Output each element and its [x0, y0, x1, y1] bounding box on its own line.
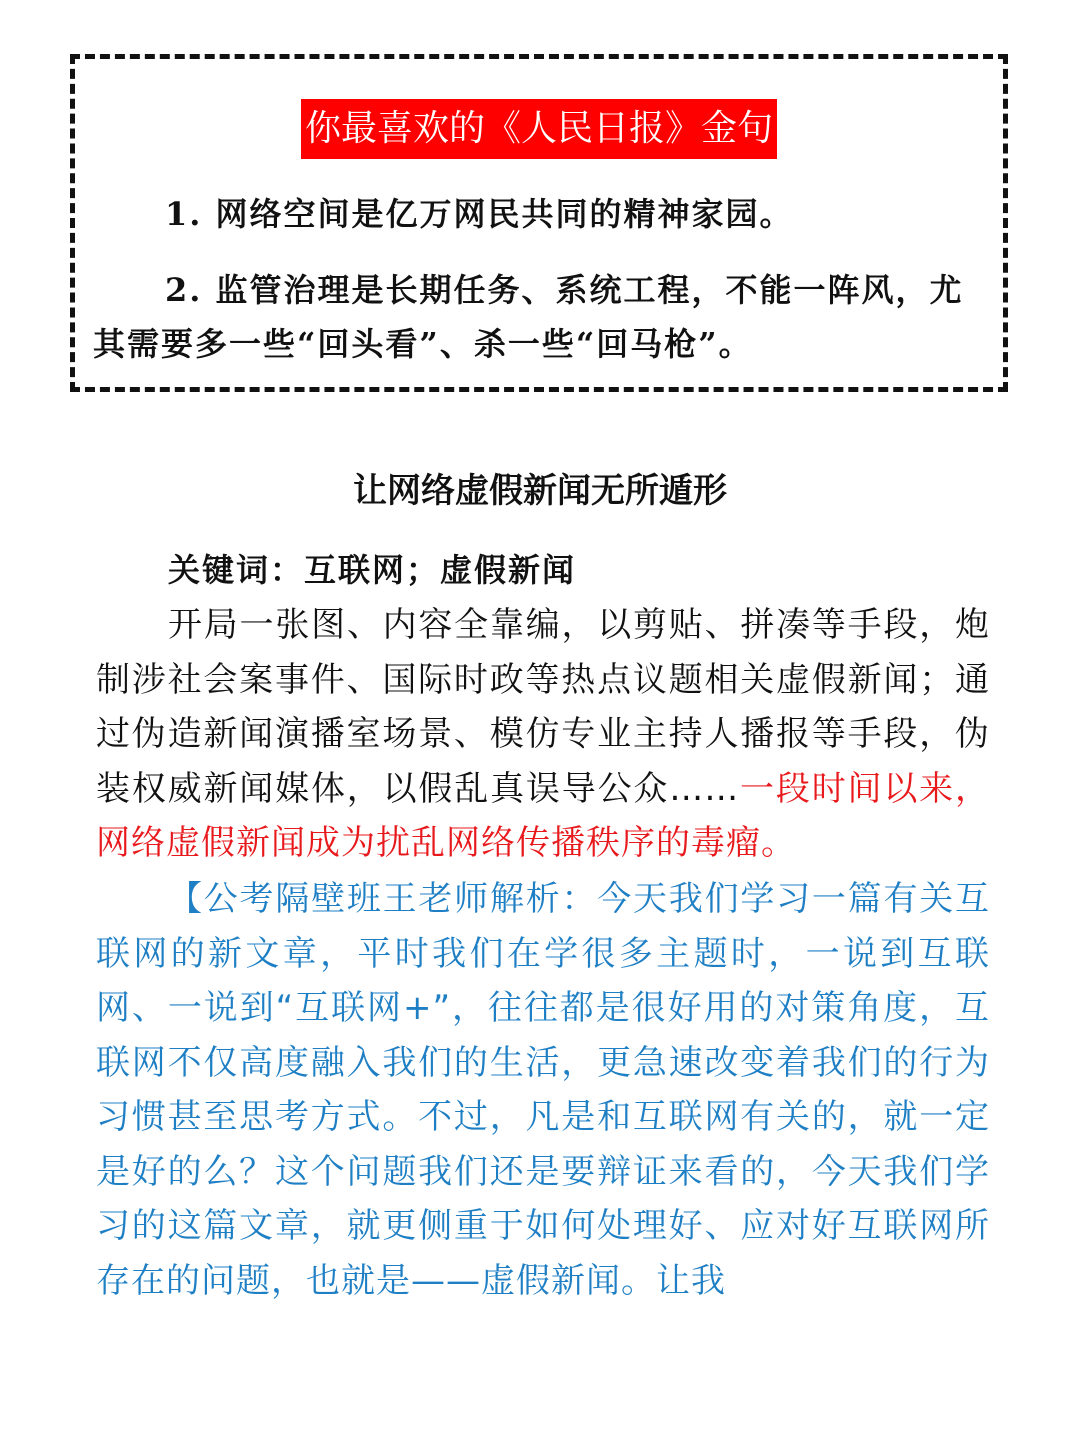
analysis-paragraph: 【公考隔壁班王老师解析：今天我们学习一篇有关互联网的新文章，平时我们在学很多主题时，一说到互联网、一说到“互联网+”，往往都是很好用的对策角度，互联网不仅高度融入我们的生活，更急速改变着我们的行为习惯甚至思考方式。不过，凡是和互联网有关的，就一定是好的么？这个问题我们还是要辩证来看的，今天我们学习的这篇文章，就更侧重于如何处理好、应对好互联网所存在的问题，也就是——虚假新闻。让我 [96, 879, 990, 1301]
quote-item-1: 1. 网络空间是亿万网民共同的精神家园。 [165, 195, 794, 233]
paragraph-1-text: 开局一张图、内容全靠编，以剪贴、拼凑等手段，炮制涉社会案事件、国际时政等热点议题相关虚假新闻；通过伪造新闻演播室场景、模仿专业主持人播报等手段，伪装权威新闻媒体，以假乱真误导公众…… [96, 605, 990, 809]
article-title: 让网络虚假新闻无所遁形 [353, 471, 727, 511]
article-paragraph-1 [96, 598, 990, 871]
paragraph-1-highlight: 一段时间以来，网络虚假新闻成为扰乱网络传播秩序的毒瘤。 [96, 768, 991, 863]
quote-box [70, 54, 1008, 392]
quote-item-2: 2. 监管治理是长期任务、系统工程，不能一阵风，尤其需要多一些“回头看”、杀一些“回马枪”。 [93, 271, 964, 363]
article-keywords: 关键词：互联网；虚假新闻 [168, 551, 577, 589]
quote-title-wrap [75, 99, 1003, 159]
quote-title: 你最喜欢的《人民日报》金句 [301, 99, 777, 159]
